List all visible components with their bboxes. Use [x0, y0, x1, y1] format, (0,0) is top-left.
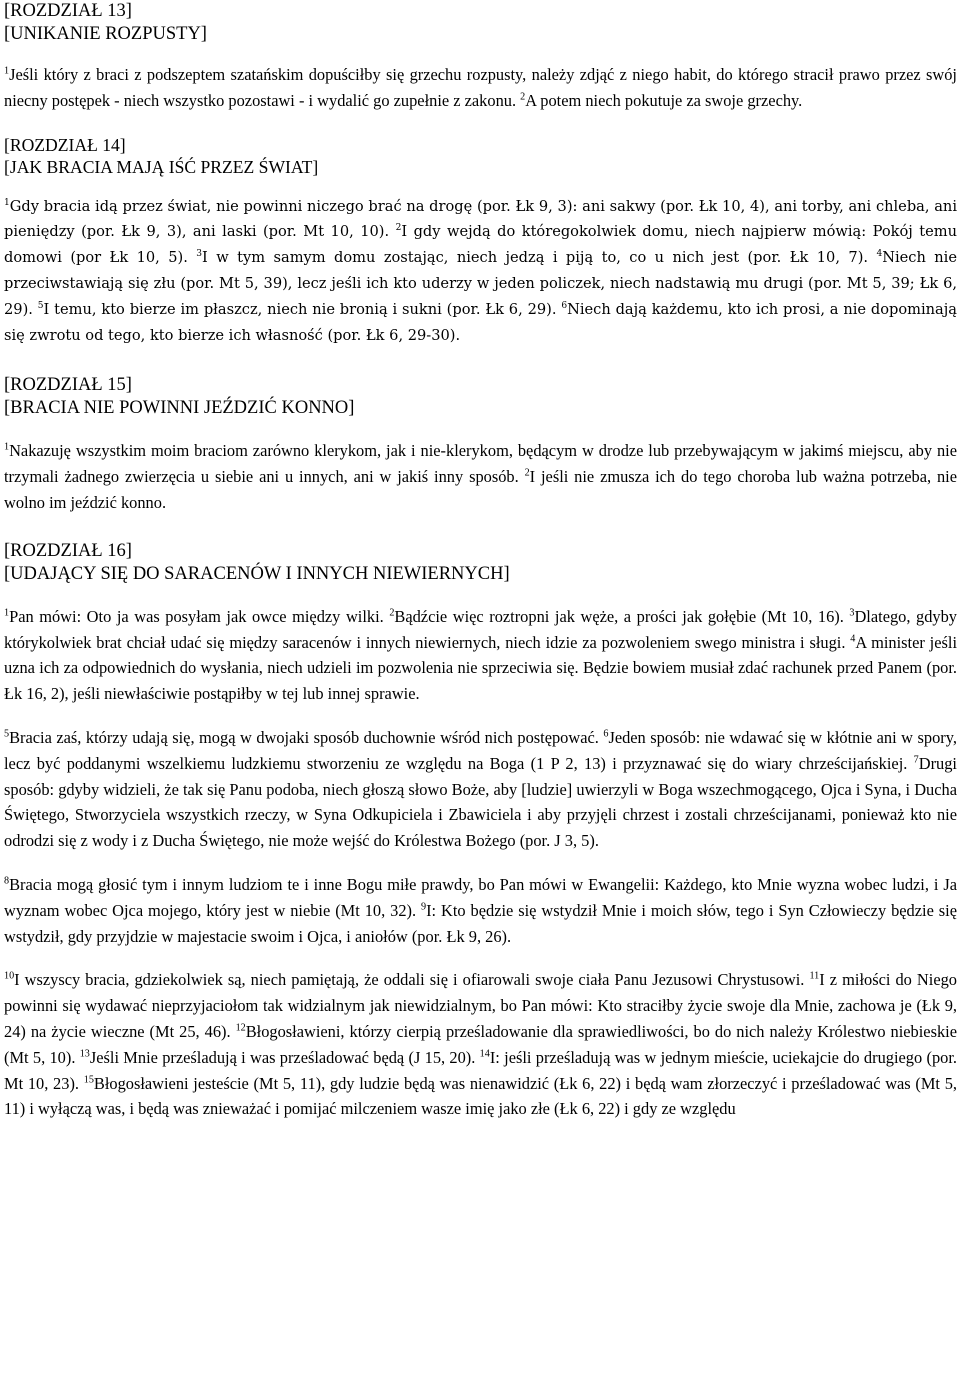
chapter-title-heading: [JAK BRACIA MAJĄ IŚĆ PRZEZ ŚWIAT]	[4, 156, 319, 177]
verse-number: 6	[603, 728, 609, 740]
verse-number: 3	[849, 607, 855, 619]
chapter-15	[4, 374, 957, 515]
verse-number: 1	[4, 441, 10, 453]
verse-number: 8	[4, 875, 10, 887]
chapter-13	[4, 0, 957, 114]
verse-number: 6	[561, 300, 568, 311]
verse-number: 5	[4, 728, 10, 740]
chapter-title-heading: [BRACIA NIE POWINNI JEŹDZIĆ KONNO]	[4, 398, 355, 419]
verse-text: Dlatego, gdyby którykolwiek brat chciał udać się między saracenów i innych niewiernych, niech idzie za pozwoleniem swego ministra i sługi.	[4, 606, 957, 652]
verse-text: Jeden sposób: nie wdawać się w kłótnie ani w spory, lecz być poddanymi wszelkiemu ludzkiemu stworzeniu ze względu na Boga (1 P 2, 13) i przyznawać się do wiary chrześcijańskiej.	[4, 727, 957, 773]
verse-text: Niech dają każdemu, kto ich prosi, a nie dopominają się zwrotu od tego, kto bierze ich własność (por. Łk 6, 29-30).	[4, 300, 957, 344]
chapter-16	[4, 540, 957, 1122]
verse-text: I: jeśli prześladują was w jednym mieście, uciekajcie do drugiego (por. Mt 10, 23).	[4, 1047, 957, 1093]
verse-text: I w tym samym domu zostając, niech jedzą i piją to, co u nich jest (por. Łk 10, 7).	[202, 249, 877, 267]
paragraph	[4, 604, 957, 707]
paragraph	[4, 194, 957, 349]
paragraph	[4, 62, 957, 114]
paragraph	[4, 872, 957, 949]
verse-number: 2	[524, 467, 530, 479]
verse-text: Pan mówi: Oto ja was posyłam jak owce między wilki.	[9, 606, 390, 626]
verse-text: Błogosławieni, którzy cierpią prześladowanie dla sprawiedliwości, bo do nich należy Królestwo niebieskie (Mt 5, 10).	[4, 1021, 957, 1067]
verse-text: I z miłości do Niego powinni się wydawać nieprzyjaciołom tak widzialnym jak niewidzialnym, bo Pan mówi: Kto straciłby życie swoje dla Mnie, zachowa je (Łk 9, 24) na życie wieczne (Mt 25, 46).	[4, 970, 957, 1041]
verse-number: 2	[395, 223, 402, 234]
verse-text: Jeśli Mnie prześladują i was prześladować będą (J 15, 20).	[89, 1047, 480, 1067]
document-page	[4, 0, 957, 1122]
paragraph	[4, 438, 957, 515]
verse-number: 14	[479, 1048, 490, 1060]
chapter-14	[4, 134, 957, 349]
verse-text: Niech nie przeciwstawiają się złu (por. Mt 5, 39), lecz jeśli ich kto uderzy w jeden policzek, niech nadstawią mu drugi (por. Mt 5, 39; Łk 6, 29).	[4, 249, 957, 318]
verse-text: I: Kto będzie się wstydził Mnie i moich słów, tego i Syn Człowieczy będzie się wstydził, gdy przyjdzie w majestacie swoim i Ojca, i aniołów (por. Łk 9, 26).	[4, 900, 957, 946]
verse-number: 2	[520, 91, 526, 103]
verse-text: I wszyscy bracia, gdziekolwiek są, niech pamiętają, że oddali się i ofiarowali swoje ciała Panu Jezusowi Chrystusowi.	[14, 970, 810, 990]
verse-number: 11	[809, 970, 820, 982]
verse-text: Jeśli który z braci z podszeptem szatańskim dopuściłby się grzechu rozpusty, należy zdjąć z niego habit, do którego stracił prawo przez swój niecny postępek - niech wszystko pozostawi - i wydalić go zupełnie z zakonu.	[4, 65, 957, 110]
paragraph	[4, 967, 957, 1122]
verse-text: A minister jeśli uzna ich za odpowiednich do wysłania, niech udzieli im pozwolenia nie sprzeciwia się. Będzie bowiem musiał zdać rachunek przed Panem (por. Łk 16, 2), jeśli niewłaściwie postąpiłby w tej lub innej sprawie.	[4, 632, 958, 704]
chapter-title-heading: [UDAJĄCY SIĘ DO SARACENÓW I INNYCH NIEWIERNYCH]	[4, 563, 510, 584]
verse-number: 2	[389, 607, 395, 619]
verse-number: 1	[4, 607, 10, 619]
chapter-title-heading: [UNIKANIE ROZPUSTY]	[4, 24, 207, 44]
verse-text: Błogosławieni jesteście (Mt 5, 11), gdy ludzie będą was nienawidzić (Łk 6, 22) i będą wam złorzeczyć i prześladować was (Mt 5, 11) i wyłączą was, i będą was znieważać i pomijać milczeniem wasze imię jako złe (Łk 6, 22) i gdy ze względu	[4, 1073, 958, 1119]
verse-text: A potem niech pokutuje za swoje grzechy.	[525, 90, 803, 110]
verse-text: I gdy wejdą do któregokolwiek domu, niech najpierw mówią: Pokój temu domowi (por Łk 10, 5).	[4, 223, 957, 267]
verse-text: I temu, kto bierze im płaszcz, niech nie bronią i sukni (por. Łk 6, 29).	[43, 300, 562, 318]
chapter-number-heading: [ROZDZIAŁ 13]	[4, 1, 132, 21]
verse-text: Drugi sposób: gdyby widzieli, że tak się Panu podoba, niech głoszą słowo Boże, aby [ludzie] uwierzyli w Boga wszechmogącego, Ojca i Syna, i Ducha Świętego, Stworzyciela wszystkich rzeczy, w Syna Odkupiciela i Zbawiciela i aby przyjęli chrzest i zostali chrześcijanami, ponieważ kto nie odrodzi się z wody i z Ducha Świętego, nie może wejść do Królestwa Bożego (por. J 3, 5).	[4, 753, 957, 851]
verse-number: 9	[421, 901, 427, 913]
chapter-number-heading: [ROZDZIAŁ 15]	[4, 375, 132, 396]
chapter-number-heading: [ROZDZIAŁ 14]	[4, 134, 126, 155]
verse-number: 7	[913, 754, 919, 766]
verse-number: 5	[37, 300, 44, 311]
verse-number: 12	[235, 1022, 246, 1034]
verse-text: I jeśli nie zmusza ich do tego choroba lub ważna potrzeba, nie wolno im jeździć konno.	[4, 467, 957, 512]
verse-number: 1	[4, 197, 10, 208]
chapter-number-heading: [ROZDZIAŁ 16]	[4, 540, 132, 561]
verse-number: 13	[79, 1048, 90, 1060]
verse-text: Bracia mogą głosić tym i innym ludziom te i inne Bogu miłe prawdy, bo Pan mówi w Ewangelii: Każdego, kto Mnie wyzna wobec ludzi, i Ja wyznam wobec Ojca mojego, który jest w niebie (Mt 10, 32).	[4, 874, 957, 920]
verse-text: Bądźcie więc roztropni jak węże, a prości jak gołębie (Mt 10, 16).	[394, 606, 850, 626]
verse-number: 15	[83, 1074, 94, 1086]
verse-text: Bracia zaś, którzy udają się, mogą w dwojaki sposób duchownie wśród nich postępować.	[9, 727, 604, 747]
paragraph	[4, 725, 957, 854]
verse-number: 1	[4, 65, 10, 77]
verse-number: 10	[4, 970, 15, 982]
verse-text: Nakazuję wszystkim moim braciom zarówno klerykom, jak i nie-klerykom, będącym w drodze lub przebywającym w jakimś miejscu, aby nie trzymali żadnego zwierzęcia u siebie ani u innych, ani w jakiś inny sposób.	[4, 441, 957, 487]
verse-number: 4	[876, 249, 883, 260]
verse-number: 3	[196, 249, 203, 260]
verse-number: 4	[850, 633, 856, 645]
verse-text: Gdy bracia idą przez świat, nie powinni niczego brać na drogę (por. Łk 9, 3): ani sakwy (por. Łk 10, 4), ani torby, ani chleba, ani pieniędzy (por. Łk 9, 3), ani laski (por. Mt 10, 10).	[4, 197, 957, 241]
